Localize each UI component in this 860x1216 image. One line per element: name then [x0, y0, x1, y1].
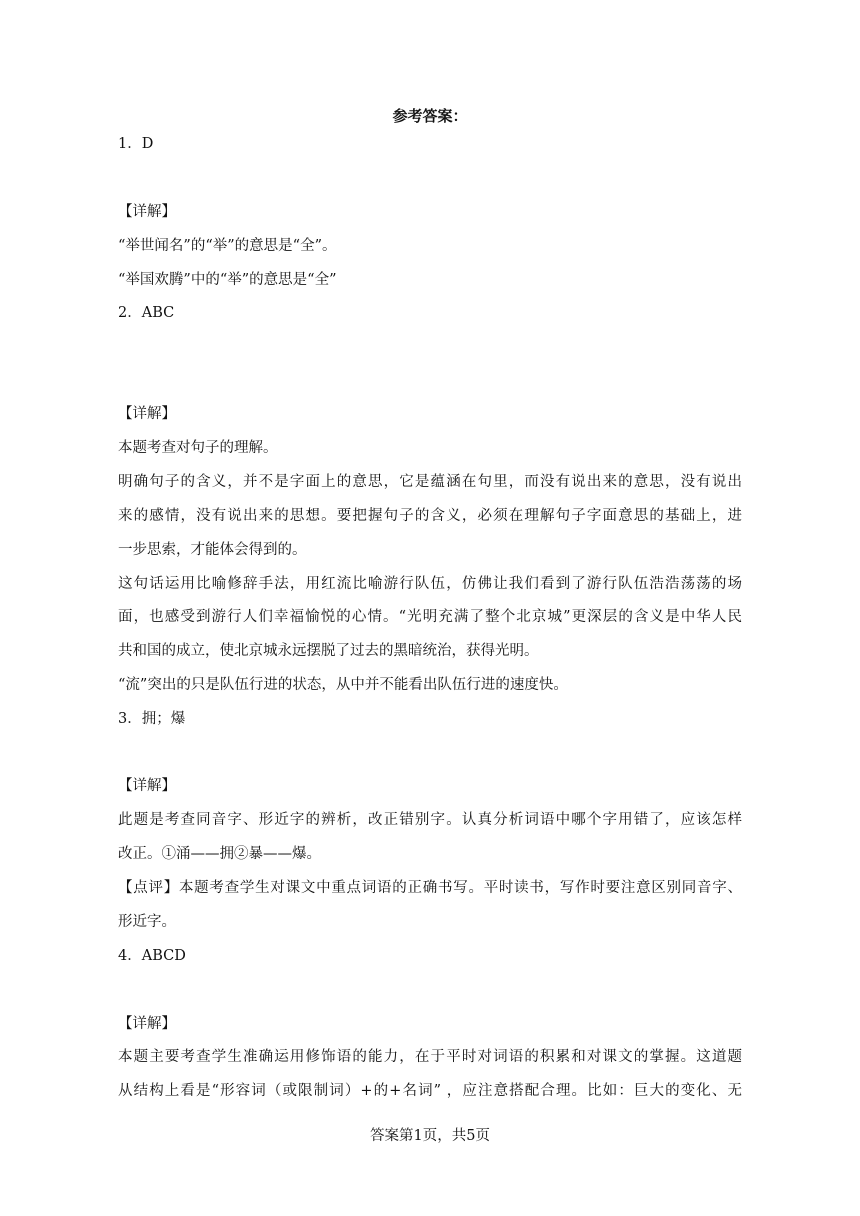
text-line: 本题考查对句子的理解。: [118, 440, 278, 456]
text-line: 一步思索，才能体会得到的。: [118, 542, 307, 558]
text-line: 改正。①涌——拥②暴——爆。: [118, 846, 321, 862]
text-line: “举国欢腾”中的“举”的意思是“全”: [118, 272, 337, 288]
answer-number-4: 4．ABCD: [118, 948, 186, 964]
page-title: 参考答案：: [392, 107, 468, 125]
explanation-heading: 【详解】: [118, 778, 176, 794]
page-footer: 答案第1页，共5页: [370, 1128, 490, 1144]
text-line: 本题主要考查学生准确运用修饰语的能力，在于平时对词语的积累和对课文的掌握。这道题: [118, 1049, 742, 1065]
explanation-heading: 【详解】: [118, 1016, 176, 1032]
answer-number-1: 1．D: [118, 136, 154, 152]
text-line: “流”突出的只是队伍行进的状态，从中并不能看出队伍行进的速度快。: [118, 677, 568, 693]
text-line: 面，也感受到游行人们幸福愉悦的心情。“光明充满了整个北京城”更深层的含义是中华人民: [118, 609, 742, 625]
text-line: 共和国的成立，使北京城永远摆脱了过去的黑暗统治，获得光明。: [118, 643, 539, 659]
explanation-heading: 【详解】: [118, 204, 176, 220]
text-line: 来的感情，没有说出来的思想。要把握句子的含义，必须在理解句子字面意思的基础上，进: [118, 508, 742, 524]
text-line: 形近字。: [118, 914, 176, 930]
text-line: 这句话运用比喻修辞手法，用红流比喻游行队伍，仿佛让我们看到了游行队伍浩浩荡荡的场: [118, 576, 742, 592]
comment-line: 【点评】本题考查学生对课文中重点词语的正确书写。平时读书，写作时要注意区别同音字、: [118, 880, 742, 896]
answer-number-2: 2．ABC: [118, 305, 175, 321]
text-line: 此题是考查同音字、形近字的辨析，改正错别字。认真分析词语中哪个字用错了，应该怎样: [118, 812, 742, 828]
answer-number-3: 3．拥；爆: [118, 711, 186, 727]
text-line: 明确句子的含义，并不是字面上的意思，它是蕴涵在句里，而没有说出来的意思，没有说出: [118, 474, 742, 490]
text-line: “举世闻名”的“举”的意思是“全”。: [118, 238, 337, 254]
explanation-heading: 【详解】: [118, 406, 176, 422]
text-line: 从结构上看是“形容词（或限制词）+的+名词” ，应注意搭配合理。比如：巨大的变化、无: [118, 1083, 742, 1099]
